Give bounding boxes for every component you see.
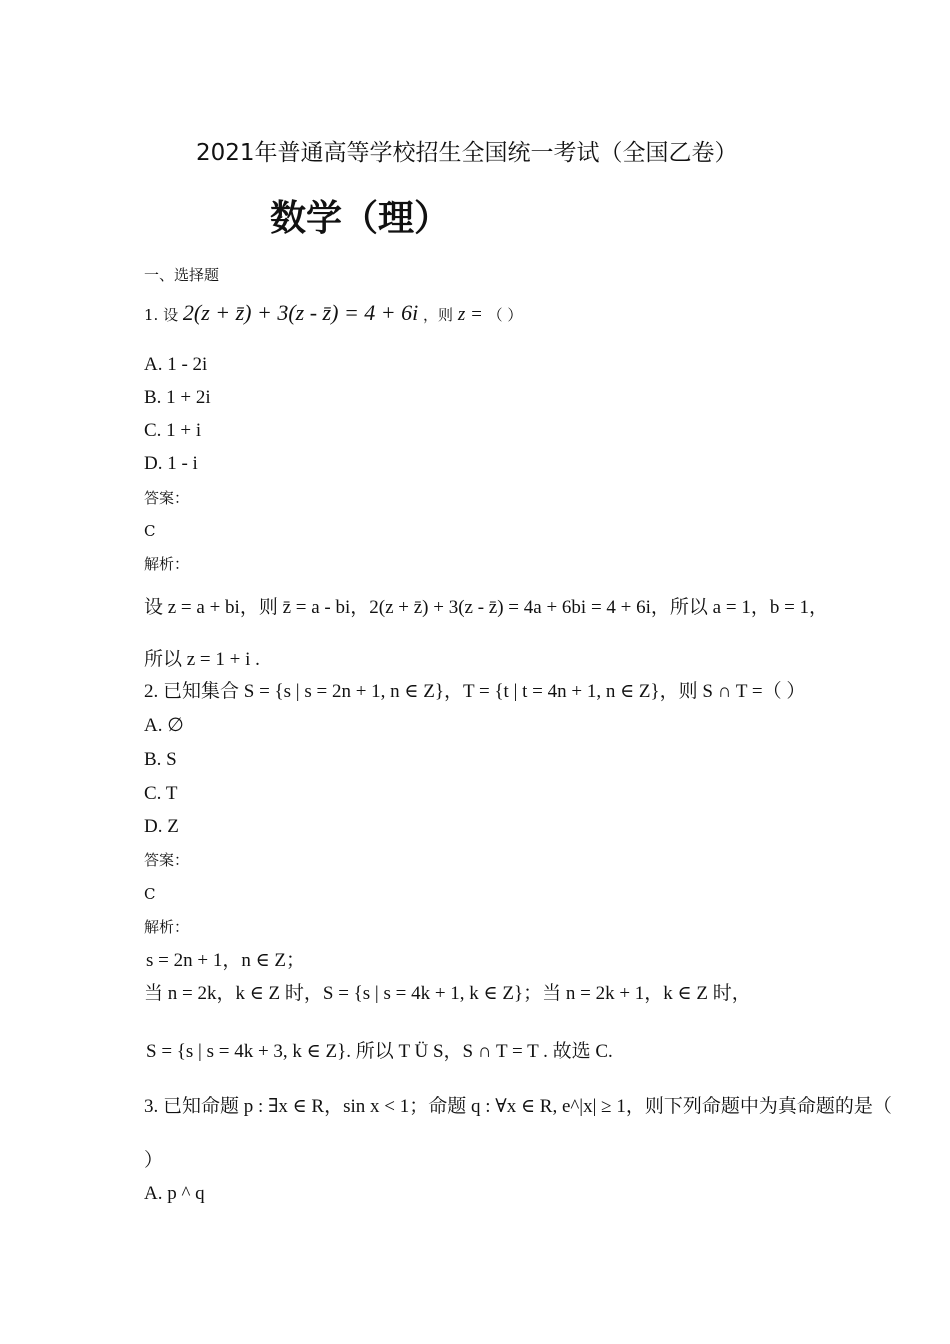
q2-solution-line-3: S = {s | s = 4k + 3, k ∈ Z}. 所以 T Ü S，S ∩ T = T . 故选 C.: [146, 1041, 613, 1062]
q1-paren: （ ）: [487, 306, 523, 324]
q2-answer: C: [144, 885, 156, 903]
q2-analysis-label: 解析：: [144, 918, 190, 936]
q1-mid: ，则: [423, 306, 454, 324]
question-2-stem: 2. 已知集合 S = {s | s = 2n + 1, n ∈ Z}，T = {t | t = 4n + 1, n ∈ Z}，则 S ∩ T =（ ）: [144, 681, 806, 702]
q2-solution-line-2: 当 n = 2k，k ∈ Z 时，S = {s | s = 4k + 1, k ∈ Z}；当 n = 2k + 1，k ∈ Z 时，: [144, 983, 751, 1004]
question-1-stem: [144, 300, 523, 325]
section-heading: 一、选择题: [144, 266, 220, 284]
subject-title: 数学（理）: [270, 198, 451, 239]
q2-solution-line-1: s = 2n + 1，n ∈ Z；: [146, 950, 305, 971]
q1-equation: 2(z + z̄) + 3(z - z̄) = 4 + 6i: [182, 300, 419, 325]
q1-option-b: B. 1 + 2i: [144, 387, 211, 408]
q1-option-a: A. 1 - 2i: [144, 354, 208, 375]
q2-option-d: D. Z: [144, 816, 179, 837]
q1-solution-line-2: 所以 z = 1 + i .: [144, 649, 260, 670]
q1-solution-line-1: 设 z = a + bi，则 z̄ = a - bi，2(z + z̄) + 3(z - z̄) = 4a + 6bi = 4 + 6i，所以 a = 1，b = 1，: [144, 597, 829, 618]
q1-answer-label: 答案：: [144, 489, 190, 507]
q1-prefix: 1. 设: [144, 306, 179, 324]
q2-option-b: B. S: [144, 749, 177, 770]
q3-option-a: A. p ^ q: [144, 1183, 205, 1204]
q2-option-c: C. T: [144, 783, 178, 804]
q1-option-c: C. 1 + i: [144, 420, 202, 441]
q1-analysis-label: 解析：: [144, 555, 190, 573]
q1-option-d: D. 1 - i: [144, 453, 198, 474]
question-3-stem-end: ）: [144, 1150, 164, 1171]
question-3-stem: 3. 已知命题 p : ∃x ∈ R，sin x < 1；命题 q : ∀x ∈ R, e^|x| ≥ 1，则下列命题中为真命题的是（: [144, 1096, 892, 1117]
document-title: 2021年普通高等学校招生全国统一考试（全国乙卷）: [196, 140, 738, 166]
q1-unknown: z =: [457, 304, 483, 325]
q2-option-a: A. ∅: [144, 715, 184, 736]
q1-answer: C: [144, 522, 156, 540]
q2-answer-label: 答案：: [144, 851, 190, 869]
